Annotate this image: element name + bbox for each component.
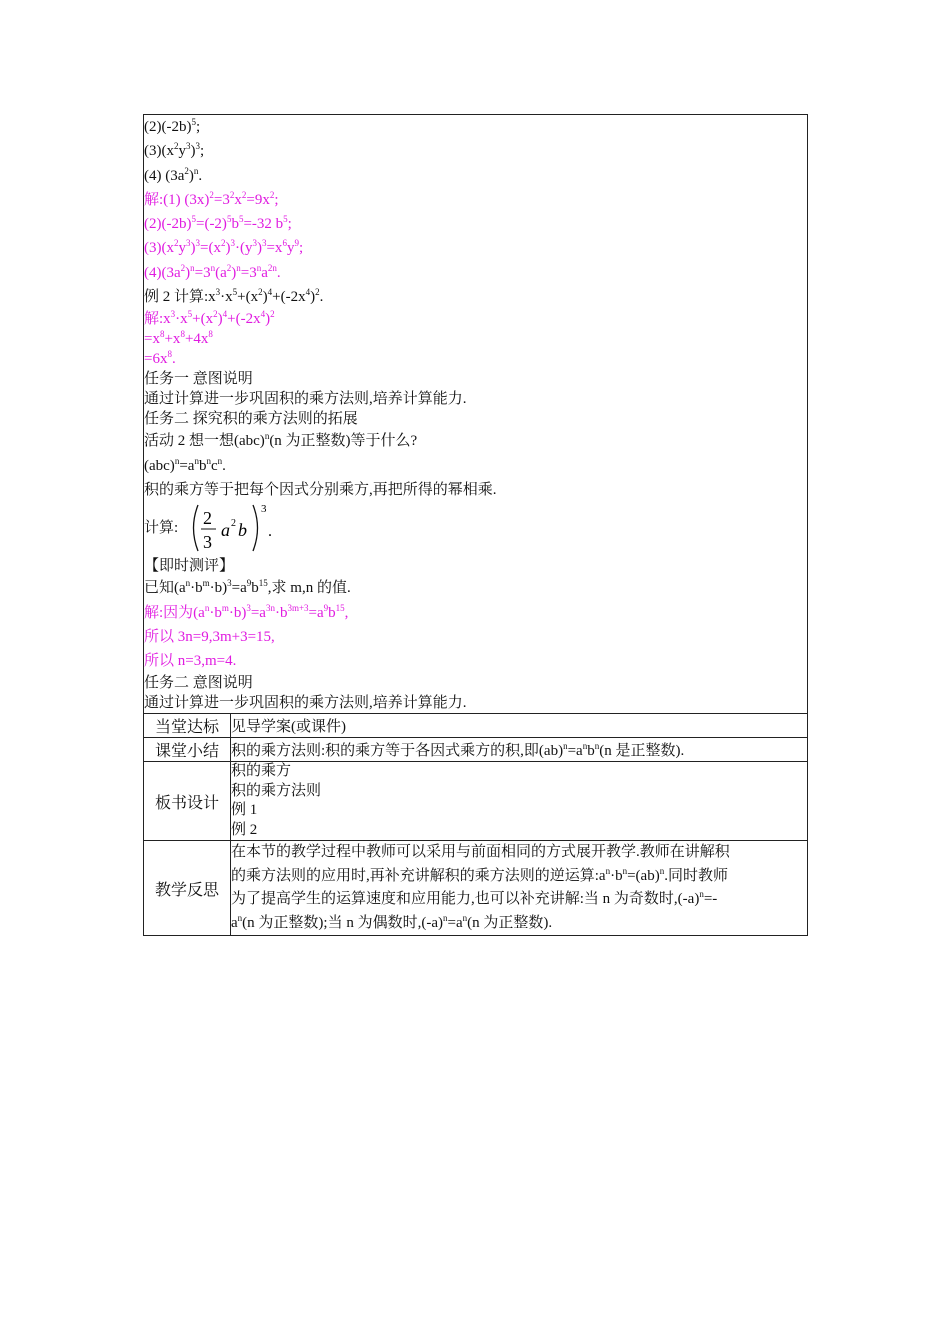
fraction-numerator: 2 [203,508,212,529]
example-2-solution-2: $=x^8+x^8+4x^8$ [144,329,213,348]
outer-exponent: 3 [261,503,267,516]
right-paren-icon [253,505,258,551]
solution-line-1: 解:(1) $(3x)^2=3^2x^2=9x^2$; [144,189,279,208]
xiaojie-row [144,738,808,762]
quiz-title: 【即时测评】 [144,558,235,575]
fraction-denominator: 3 [203,532,212,553]
fansi-content [231,841,808,936]
calc-label: 计算: [144,520,179,537]
left-paren-icon [194,505,199,551]
fansi-line-4: $a^n(n$ 为正整数);当 n 为偶数时$,(-a)^n=a^n(n$ 为正整数). [231,912,553,931]
xiaojie-label: 课堂小结 [144,738,231,762]
task-2b-text: 通过计算进一步巩固积的乘方法则,培养计算能力. [144,695,467,712]
var-a: a [221,520,230,541]
activity-2-prompt: 活动 2 想一想(abc)$^n$(n 为正整数)等于什么? [144,431,418,450]
fansi-label: 教学反思 [144,841,231,936]
quiz-solution-1: 解:因为$(a^n\cdot b^m\cdot b)^3=a^{3n}\cdot b^{3m+3}=a^9b^{15}$, [144,602,349,621]
example-2-solution-3: $=6x^8$. [144,349,176,368]
banshu-item-4: 例 2 [231,821,258,838]
var-b: b [238,520,247,541]
banshu-row [144,762,808,841]
solution-line-3: $(3)(x^2y^3)^3=(x^2)^3\cdot(y^3)^3=x^6y^9$; [144,238,304,257]
fansi-line-2: 的乘方法则的应用时,再补充讲解积的乘方法则的逆运算$:a^n\cdot b^n=(ab)^n$.同时教师 [231,865,728,884]
banshu-content [231,762,808,841]
var-a-exponent: 2 [231,518,236,530]
main-content-row [144,115,808,714]
example-2-solution-1: 解$:x^3\cdot x^5+(x^2)^4+(-2x^4)^2$ [144,309,275,328]
quiz-solution-3: 所以 n=3,m=4. [144,653,237,670]
dabiao-content: 见导学案(或课件) [231,714,808,738]
banshu-item-2: 积的乘方法则 [231,782,322,799]
main-content-cell [144,115,808,714]
quiz-solution-2: 所以 3n=9,3m+3=15, [144,628,275,645]
dabiao-label: 当堂达标 [144,714,231,738]
task-1-title: 任务一 意图说明 [144,371,253,388]
rule-text: 积的乘方等于把每个因式分别乘方,再把所得的幂相乘. [144,481,497,498]
xiaojie-content: 积的乘方法则:积的乘方等于各因式乘方的积,即$(ab)^n=a^nb^n(n$ 是正整数). [231,738,808,762]
fansi-row [144,841,808,936]
exercise-line-2: $(2)(-2b)^5$; [144,117,201,135]
task-2-title: 任务二 探究积的乘方法则的拓展 [144,411,358,428]
fansi-line-3: 为了提高学生的运算速度和应用能力,也可以补充讲解:当 n 为奇数时$,(-a)^n=-$ [231,889,718,908]
fansi-line-1: 在本节的教学过程中教师可以采用与前面相同的方式展开教学.教师在讲解积 [231,844,730,861]
dabiao-row [144,714,808,738]
exercise-line-3: $(3)(x^2y^3)^3$; [144,141,205,160]
abc-result: $(abc)^n=a^nb^nc^n$. [144,455,226,474]
task-1-text: 通过计算进一步巩固积的乘方法则,培养计算能力. [144,391,467,408]
fraction-period: . [268,523,272,541]
task-2b-title: 任务二 意图说明 [144,675,253,692]
exercise-line-4: (4) $(3a^2)^n$. [144,165,203,184]
fraction-expression [188,502,278,554]
banshu-label: 板书设计 [144,762,231,841]
solution-line-2: $(2)(-2b)^5=(-2)^5b^5=-32$ $b^5$; [144,214,292,233]
banshu-item-1: 积的乘方 [231,763,292,780]
quiz-question: 已知$(a^n\cdot b^m\cdot b)^3=a^9b^{15}$,求 m,n 的值. [144,578,351,597]
example-2-prompt: 例 2 计算$:x^3\cdot x^5+(x^2)^4+(-2x^4)^2$. [144,287,324,306]
banshu-item-3: 例 1 [231,802,258,819]
lesson-plan-table [143,114,808,936]
calc-fraction-line [144,502,807,554]
solution-line-4: $(4)(3a^2)^n=3^n(a^2)^n=3^na^{2n}$. [144,262,281,281]
